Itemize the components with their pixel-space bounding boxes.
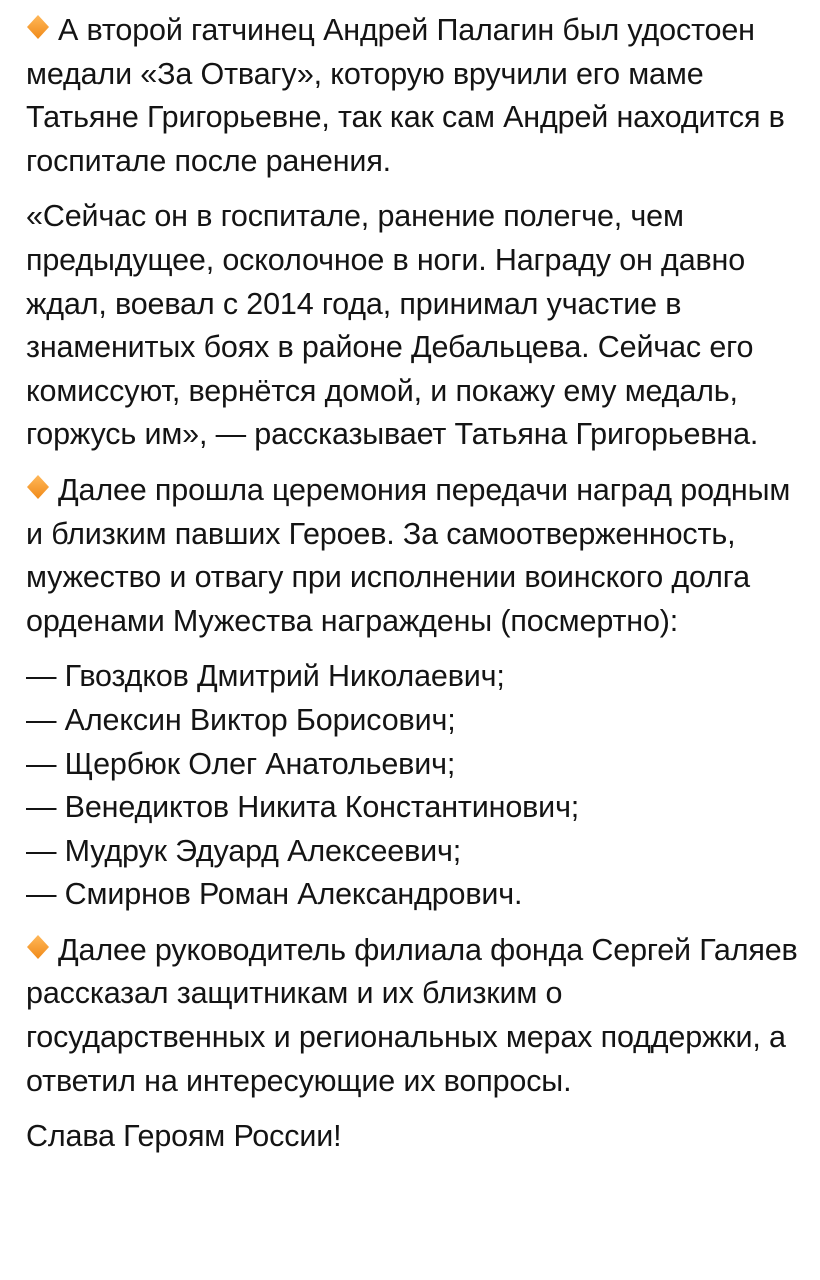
orange-diamond-icon	[26, 930, 50, 964]
paragraph-glory	[26, 1115, 806, 1159]
list-item: — Гвоздков Дмитрий Николаевич;	[26, 659, 505, 694]
heroes-list	[26, 655, 806, 917]
paragraph-quote	[26, 195, 806, 457]
list-item: — Венедиктов Никита Константинович;	[26, 790, 580, 825]
paragraph-support-text: Далее руководитель филиала фонда Сергей Галяев рассказал защитникам и их близким о государственных и региональных мерах поддержки, а ответил на интересующие их вопросы.	[26, 932, 798, 1098]
list-item: — Смирнов Роман Александрович.	[26, 877, 523, 912]
list-item: — Мудрук Эдуард Алексеевич;	[26, 833, 462, 868]
list-item: — Алексин Виктор Борисович;	[26, 702, 456, 737]
orange-diamond-icon	[26, 10, 50, 44]
paragraph-quote-text: «Сейчас он в госпитале, ранение полегче, чем предыдущее, осколочное в ноги. Награду он давно ждал, воевал с 2014 года, принимал участие в знаменитых боях в районе Дебальцева. Сейчас его комиссуют, вернётся домой, и покажу ему медаль, горжусь им», — рассказывает Татьяна Григорьевна.	[26, 199, 759, 452]
paragraph-ceremony-text: Далее прошла церемония передачи наград родным и близким павших Героев. За самоотверженность, мужество и отвагу при исполнении воинского долга орденами Мужества награждены (посмертно):	[26, 472, 791, 638]
paragraph-medal	[26, 9, 806, 183]
paragraph-support	[26, 929, 806, 1103]
orange-diamond-icon	[26, 470, 50, 504]
paragraph-glory-text: Слава Героям России!	[26, 1119, 342, 1154]
list-item: — Щербюк Олег Анатольевич;	[26, 746, 456, 781]
paragraph-ceremony	[26, 469, 806, 643]
paragraph-medal-text: А второй гатчинец Андрей Палагин был удостоен медали «За Отвагу», которую вручили его маме Татьяне Григорьевне, так как сам Андрей находится в госпитале после ранения.	[26, 13, 785, 178]
post-body	[26, 9, 806, 1171]
